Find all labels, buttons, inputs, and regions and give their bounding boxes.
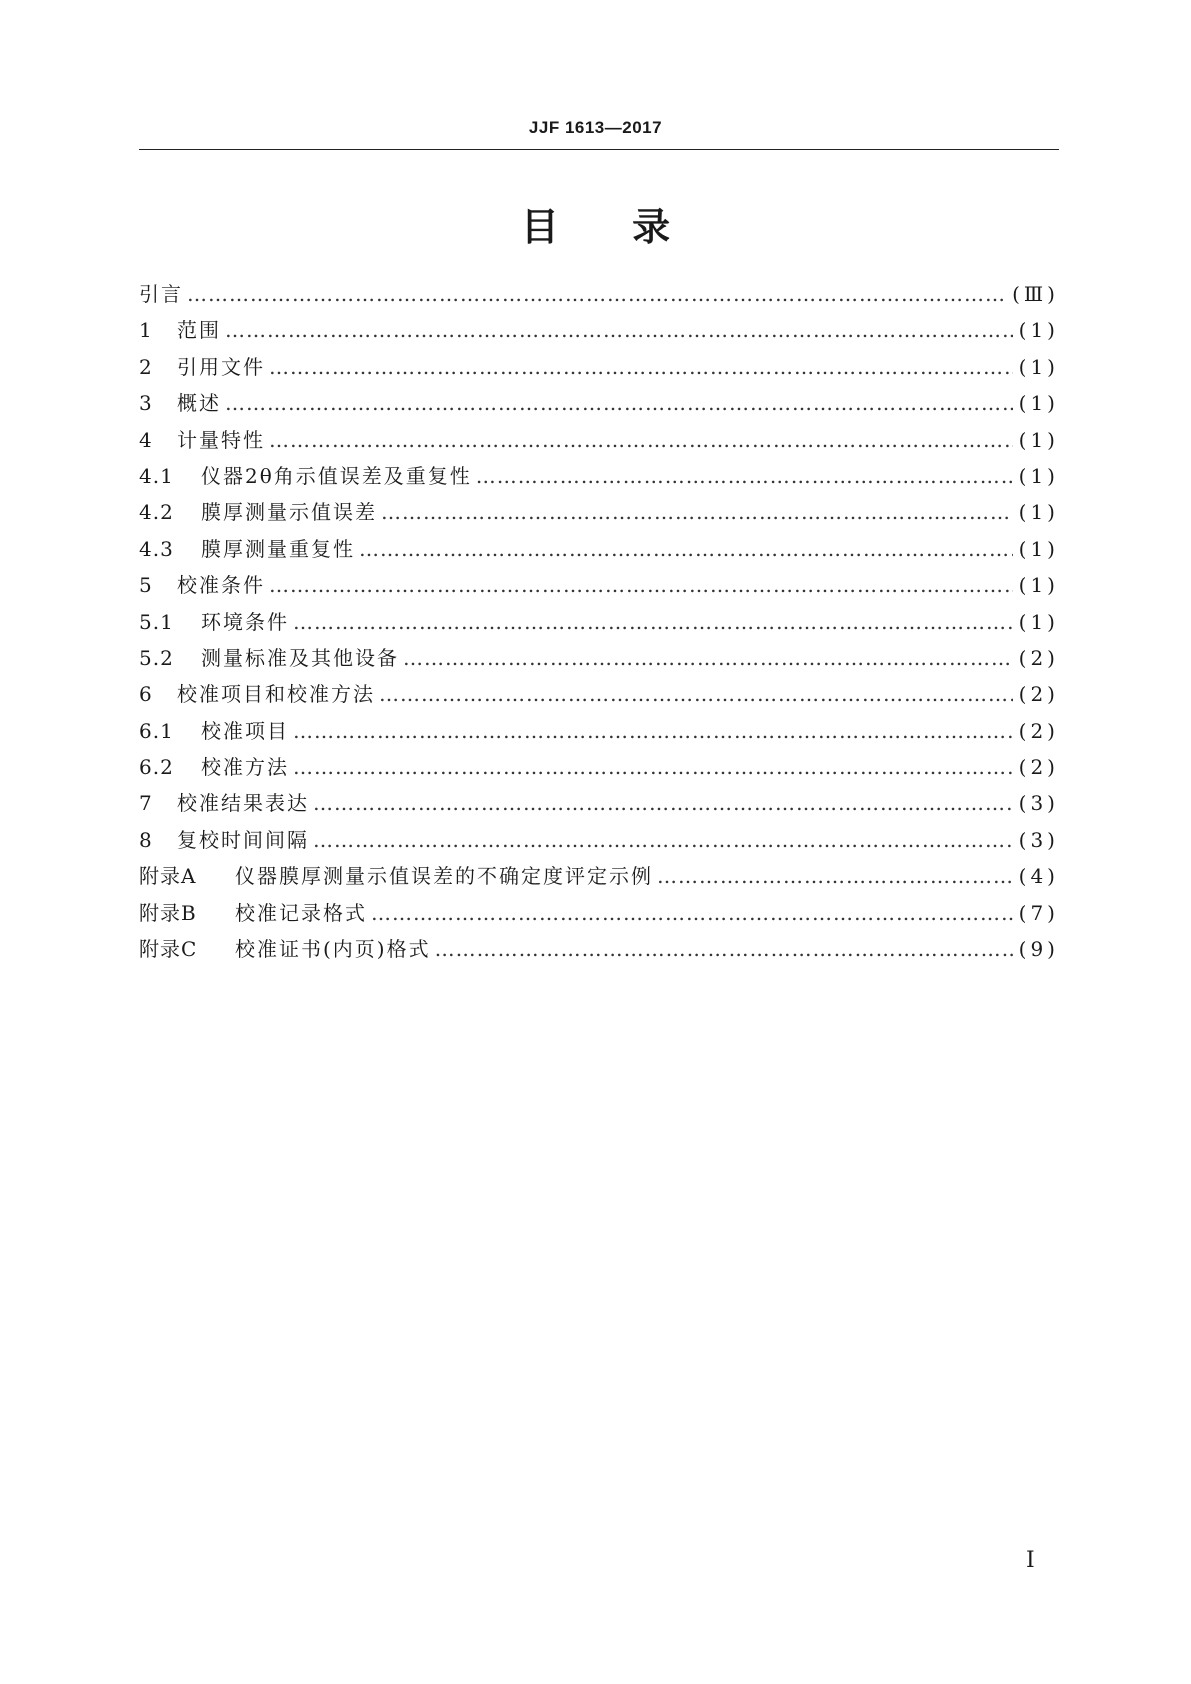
toc-entry[interactable] [139,422,1059,458]
toc-entry-label: 校准项目 [201,718,289,743]
toc-entry-label: 仪器2θ角示值误差及重复性 [201,463,472,488]
toc-leader-dots [313,785,1013,821]
toc-leader-dots [269,567,1013,603]
header-rule [139,149,1059,150]
toc-entry-label: 环境条件 [201,609,289,634]
toc-entry[interactable] [139,676,1059,712]
toc-leader-dots [435,931,1013,967]
toc-entry-number: 6.2 [139,755,174,780]
toc-leader-dots [293,749,1013,785]
toc-entry-label: 膜厚测量示值误差 [201,500,377,525]
toc-entry-number: 6.1 [139,718,174,743]
toc-entry-label: 校准记录格式 [235,900,367,925]
toc-entry-label: 校准项目和校准方法 [177,682,375,707]
toc-entry-label: 概述 [177,391,221,416]
toc-entry-number: 1 [139,318,153,343]
toc-entry[interactable] [139,385,1059,421]
toc-entry[interactable] [139,349,1059,385]
toc-entry[interactable] [139,785,1059,821]
toc-entry[interactable] [139,276,1059,312]
toc-entry-number: 2 [139,354,153,379]
toc-entry-number: 5.1 [139,609,174,634]
toc-entry-label: 计量特性 [177,427,265,452]
toc-entry[interactable] [139,713,1059,749]
toc-entry-page: (1) [1018,573,1059,598]
page-number-roman: I [1026,1548,1035,1573]
document-code-header: JJF 1613—2017 [528,118,663,137]
toc-leader-dots [293,604,1013,640]
toc-entry-page: (1) [1018,609,1059,634]
toc-entry[interactable] [139,858,1059,894]
toc-entry-number: 7 [139,791,153,816]
toc-entry-page: (1) [1018,500,1059,525]
toc-entry-page: (Ⅲ) [1012,282,1059,306]
toc-entry-label: 仪器膜厚测量示值误差的不确定度评定示例 [235,864,653,889]
toc-entry-number: 4 [139,427,153,452]
toc-entry-page: (1) [1018,318,1059,343]
toc-leader-dots [371,895,1013,931]
toc-entry-page: (2) [1018,755,1059,780]
toc-entry[interactable] [139,749,1059,785]
toc-entry-label: 校准结果表达 [177,791,309,816]
table-of-contents [139,276,1059,967]
toc-leader-dots [269,422,1013,458]
toc-entry-number: 8 [139,827,153,852]
toc-entry[interactable] [139,567,1059,603]
toc-leader-dots [269,349,1013,385]
toc-entry[interactable] [139,931,1059,967]
toc-entry-number: 5.2 [139,645,174,670]
toc-entry-number: 附录B [139,900,197,925]
toc-leader-dots [313,822,1013,858]
toc-entry-label: 复校时间间隔 [177,827,309,852]
toc-entry-page: (2) [1018,718,1059,743]
toc-entry-label: 引用文件 [177,354,265,379]
page-title: 目 录 [520,205,671,249]
toc-entry-number: 3 [139,391,153,416]
toc-leader-dots [379,676,1013,712]
toc-entry-page: (1) [1018,463,1059,488]
toc-entry[interactable] [139,312,1059,348]
toc-entry-label: 校准条件 [177,573,265,598]
toc-entry-page: (3) [1018,791,1059,816]
toc-entry-page: (2) [1018,645,1059,670]
toc-entry-page: (1) [1018,536,1059,561]
toc-entry-number: 6 [139,682,153,707]
toc-leader-dots [381,494,1013,530]
toc-leader-dots [225,385,1013,421]
toc-entry-page: (4) [1018,864,1059,889]
toc-entry-page: (2) [1018,682,1059,707]
toc-entry[interactable] [139,604,1059,640]
toc-entry-number: 4.1 [139,463,174,488]
toc-entry-number: 4.3 [139,536,174,561]
toc-entry[interactable] [139,458,1059,494]
toc-leader-dots [403,640,1013,676]
toc-leader-dots [476,458,1013,494]
toc-entry-label: 测量标准及其他设备 [201,645,399,670]
toc-entry[interactable] [139,640,1059,676]
toc-leader-dots [657,858,1013,894]
toc-entry-number: 附录A [139,864,197,889]
toc-entry[interactable] [139,531,1059,567]
toc-leader-dots [293,713,1013,749]
toc-entry-label: 引言 [139,282,183,306]
toc-entry-label: 校准方法 [201,755,289,780]
toc-leader-dots [187,276,1006,312]
toc-entry-label: 范围 [177,318,221,343]
toc-entry[interactable] [139,822,1059,858]
toc-entry-page: (1) [1018,427,1059,452]
toc-leader-dots [225,312,1013,348]
toc-entry-page: (7) [1018,900,1059,925]
toc-entry[interactable] [139,895,1059,931]
toc-entry-page: (3) [1018,827,1059,852]
toc-entry-page: (1) [1018,391,1059,416]
toc-entry[interactable] [139,494,1059,530]
toc-entry-number: 附录C [139,937,198,962]
toc-leader-dots [359,531,1013,567]
toc-entry-label: 膜厚测量重复性 [201,536,355,561]
toc-entry-label: 校准证书(内页)格式 [235,937,431,962]
toc-entry-page: (9) [1018,937,1059,962]
toc-entry-page: (1) [1018,354,1059,379]
toc-entry-number: 4.2 [139,500,174,525]
toc-entry-number: 5 [139,573,153,598]
